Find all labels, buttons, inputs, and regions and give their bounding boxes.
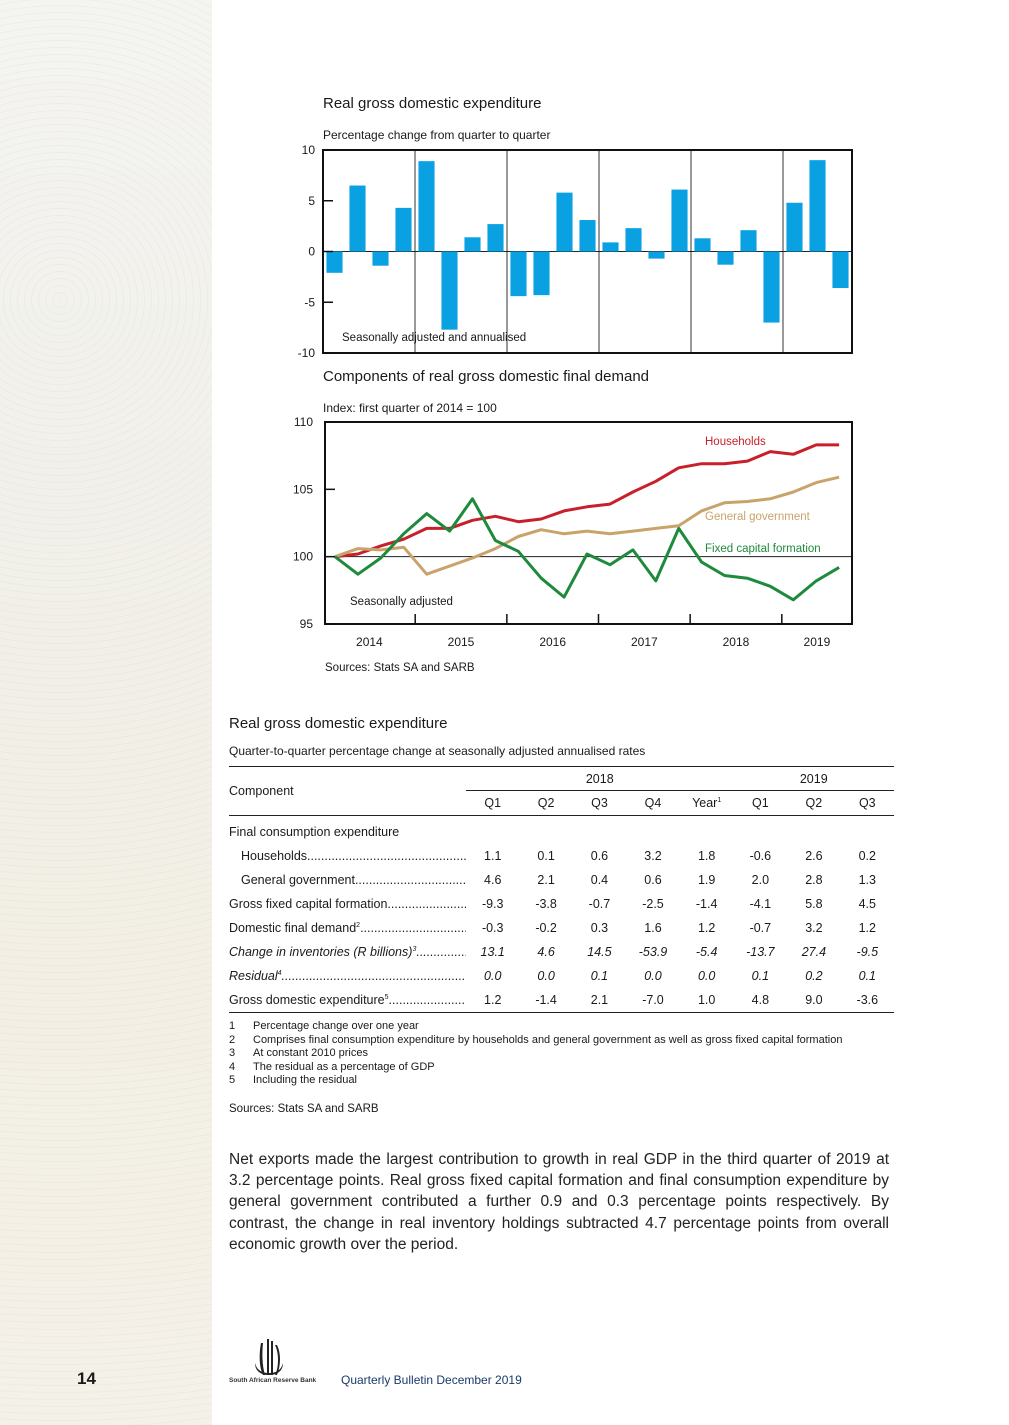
x-tick-label: 2015 <box>447 635 475 649</box>
line-chart <box>0 370 1009 680</box>
table-cell: 0.6 <box>644 873 662 887</box>
table-subtitle: Quarter-to-quarter percentage change at seasonally adjusted annualised rates <box>229 744 646 758</box>
note-line: 5 Including the residual <box>229 1074 357 1086</box>
bar-chart <box>0 0 1009 370</box>
bar <box>349 186 365 252</box>
table-cell: 27.4 <box>801 945 827 959</box>
table-cell: 1.1 <box>484 849 502 863</box>
line-chart-annotation: Seasonally adjusted <box>350 596 453 608</box>
table-cell: 1.3 <box>858 873 876 887</box>
table-cell: 0.2 <box>805 969 823 983</box>
table-cell: 1.2 <box>858 921 876 935</box>
table-cell: 0.0 <box>697 969 716 983</box>
y-tick-label: -5 <box>304 295 315 310</box>
table-cell: -9.5 <box>856 945 879 959</box>
bar <box>441 252 457 330</box>
column-header: Q4 <box>626 791 680 816</box>
table-cell: -3.8 <box>535 897 557 911</box>
column-header: Q2 <box>787 791 840 816</box>
year-2018-header: 2018 <box>466 767 734 791</box>
table-cell: 3.2 <box>644 849 662 863</box>
bar <box>694 238 710 251</box>
note-line: 2 Comprises final consumption expenditure by households and general government as well as gross fixed capital formation <box>229 1033 843 1046</box>
y-tick-label: 105 <box>292 482 313 497</box>
x-tick-label: 2014 <box>356 635 383 649</box>
table-cell: 2.8 <box>805 873 823 887</box>
bar <box>809 160 825 251</box>
row-label: Households ..... <box>229 844 466 868</box>
table-cell: -2.5 <box>642 897 664 911</box>
table-notes <box>229 1020 842 1088</box>
table-cell: -4.1 <box>749 897 772 911</box>
table-cell: 1.8 <box>697 849 716 863</box>
body-paragraph: Net exports made the largest contribution to growth in real GDP in the third quarter of 2019 at 3.2 percentage points. Real gross fixed capital formation and final consumption expenditure by general government contributed a further 0.9 and 0.3 percentage points respectively. By contrast, the change in real inventory holdings subtracted 4.7 percentage points from overall economic growth over the period. <box>229 1151 889 1253</box>
table-cell: 5.8 <box>805 897 823 911</box>
component-header: Component <box>229 767 466 816</box>
bar <box>533 252 549 296</box>
table-cell: 1.6 <box>644 921 662 935</box>
publication-title: Quarterly Bulletin December 2019 <box>341 1373 522 1387</box>
table-cell: -9.3 <box>481 897 504 911</box>
table-row <box>229 988 894 1013</box>
table-cell: 0.0 <box>537 969 555 983</box>
series-line <box>335 477 839 574</box>
table-cell: 2.1 <box>573 988 626 1013</box>
table-cell: -0.3 <box>481 921 504 935</box>
section-label: Final consumption expenditure <box>229 825 400 839</box>
table-cell: -53.9 <box>638 945 668 959</box>
table-title: Real gross domestic expenditure <box>229 715 448 732</box>
x-tick-label: 2018 <box>722 635 750 649</box>
bar <box>717 252 733 265</box>
note-line: 3 At constant 2010 prices <box>229 1047 368 1059</box>
table-cell: 0.0 <box>484 969 502 983</box>
table-cell: -0.7 <box>588 897 611 911</box>
bar <box>763 252 779 323</box>
table-cell: -13.7 <box>746 945 775 959</box>
table-cell: 13.1 <box>480 945 505 959</box>
y-tick-label: 0 <box>308 244 315 259</box>
table-cell: 0.1 <box>537 849 555 863</box>
table-sources: Sources: Stats SA and SARB <box>229 1103 379 1115</box>
table-cell: 2.6 <box>805 849 823 863</box>
table-cell: 0.0 <box>644 969 662 983</box>
bar <box>464 237 480 251</box>
line-chart-sources: Sources: Stats SA and SARB <box>325 662 475 674</box>
table-cell: 0.2 <box>858 849 876 863</box>
bar <box>648 252 664 259</box>
table-cell: 4.5 <box>858 897 876 911</box>
page-number: 14 <box>77 1369 96 1388</box>
series-label: Households <box>705 436 766 448</box>
table-cell: -5.4 <box>695 945 718 959</box>
table-cell: 9.0 <box>787 988 840 1013</box>
y-tick-label: 10 <box>301 143 315 157</box>
table-cell: 1.9 <box>697 873 716 887</box>
table-cell: 1.2 <box>697 921 716 935</box>
row-label: Residual$^4$ ..... <box>229 964 466 988</box>
year-2019-header: 2019 <box>734 767 894 791</box>
y-tick-label: -10 <box>297 346 315 360</box>
bar <box>832 252 848 289</box>
table-cell: 4.6 <box>484 873 502 887</box>
table-cell: 4.6 <box>537 945 555 959</box>
table-cell: 2.0 <box>751 873 770 887</box>
table-row <box>229 868 894 892</box>
note-line: 4 The residual as a percentage of GDP <box>229 1060 435 1073</box>
bar <box>418 161 434 251</box>
column-header: Q1 <box>734 791 788 816</box>
bar <box>625 228 641 251</box>
table-row <box>229 916 894 940</box>
bank-logo-icon <box>229 1333 329 1393</box>
x-tick-label: 2016 <box>539 635 567 649</box>
series-label: General government <box>705 511 810 523</box>
bar <box>740 230 756 251</box>
y-tick-label: 110 <box>293 415 313 429</box>
bar <box>372 252 388 266</box>
table-cell: 0.4 <box>590 873 609 887</box>
row-label: Gross fixed capital formation ..... <box>229 892 466 916</box>
table-cell: 4.8 <box>734 988 788 1013</box>
y-tick-label: 95 <box>299 617 313 631</box>
bar-chart-annotation: Seasonally adjusted and annualised <box>342 332 527 344</box>
table-cell: 1.2 <box>466 988 519 1013</box>
footnote-marker: 1 <box>717 796 722 804</box>
table-row <box>229 964 894 988</box>
line-chart-subtitle: Index: first quarter of 2014 = 100 <box>323 401 497 415</box>
bar <box>510 252 526 297</box>
table-cell: 3.2 <box>805 921 823 935</box>
row-label: Gross domestic expenditure$^5$ ..... <box>229 988 466 1013</box>
table-row <box>229 844 894 868</box>
column-header: Q3 <box>841 791 894 816</box>
table-cell: 0.1 <box>858 969 876 983</box>
bar <box>602 242 618 251</box>
table-cell: 0.6 <box>590 849 609 863</box>
x-tick-label: 2017 <box>630 635 658 649</box>
bar <box>487 224 503 251</box>
data-table <box>229 766 894 1013</box>
table-cell: -3.6 <box>841 988 894 1013</box>
bar-chart-subtitle: Percentage change from quarter to quarter <box>323 128 551 142</box>
table-row <box>229 892 894 916</box>
table-cell: -1.4 <box>695 897 718 911</box>
bar <box>579 220 595 251</box>
table-cell: 14.5 <box>587 945 612 959</box>
table-cell: -7.0 <box>626 988 680 1013</box>
bar-chart-title: Real gross domestic expenditure <box>323 95 542 112</box>
column-header: Q3 <box>573 791 626 816</box>
table-cell: 0.1 <box>751 969 770 983</box>
y-tick-label: 100 <box>292 549 313 564</box>
table-cell: -1.4 <box>519 988 572 1013</box>
row-label: Domestic final demand$^2$ ..... <box>229 916 466 940</box>
table-cell: -0.6 <box>749 849 772 863</box>
table-cell: 0.3 <box>590 921 609 935</box>
row-label: Change in inventories (R billions)$^3$ ..... <box>229 940 466 964</box>
series-label: Fixed capital formation <box>705 543 821 555</box>
bank-name: South African Reserve Bank <box>229 1377 317 1384</box>
note-line: 1 Percentage change over one year <box>229 1020 419 1032</box>
column-header: Q1 <box>466 791 519 816</box>
bar <box>326 252 342 273</box>
y-tick-label: 5 <box>308 193 315 208</box>
table-row <box>229 940 894 964</box>
bar <box>671 190 687 252</box>
table-cell: -0.2 <box>535 921 557 935</box>
table-cell: 2.1 <box>537 873 555 887</box>
table-cell: -0.7 <box>749 921 772 935</box>
line-chart-title: Components of real gross domestic final demand <box>323 368 650 385</box>
column-header: Q2 <box>519 791 572 816</box>
table-cell: 1.0 <box>680 988 734 1013</box>
table-cell: 0.1 <box>590 969 609 983</box>
bar <box>786 203 802 252</box>
row-label: General government ..... <box>229 868 466 892</box>
bar <box>395 208 411 252</box>
column-header: Year$^1$ <box>680 791 734 816</box>
bar <box>556 193 572 252</box>
x-tick-label: 2019 <box>803 635 831 649</box>
